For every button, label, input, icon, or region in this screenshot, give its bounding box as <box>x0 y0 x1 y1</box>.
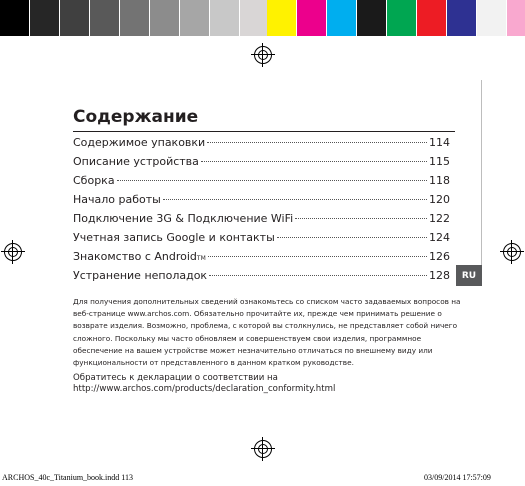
toc-entry <box>73 174 450 193</box>
color-swatch <box>150 0 180 36</box>
toc-entry-label: Содержимое упаковки <box>73 136 206 149</box>
toc-entry-label: Сборка <box>73 174 115 187</box>
color-swatch <box>0 0 30 36</box>
toc-entry-label: Начало работы <box>73 193 161 206</box>
color-swatch <box>60 0 90 36</box>
toc-page-number: 122 <box>429 212 450 225</box>
toc-leader-dots <box>163 199 427 200</box>
toc-leader-dots <box>208 256 427 257</box>
toc-page-number: 128 <box>429 269 450 282</box>
registration-mark-bottom-icon <box>251 437 275 461</box>
color-swatch <box>417 0 447 36</box>
toc-entry-label: Знакомство с Android <box>73 250 197 263</box>
margin-guide-line <box>481 80 482 265</box>
toc-page-number: 114 <box>429 136 450 149</box>
language-tab: RU <box>456 265 482 286</box>
color-swatch <box>180 0 210 36</box>
color-swatch <box>507 0 525 36</box>
toc-leader-dots <box>117 180 427 181</box>
info-paragraph: Для получения дополнительных сведений ознакомьтесь со списком часто задаваемых вопросов на веб-странице www.archos.com. Обязательно прочитайте их, прежде чем принимать решение о возврате изделия. Возможно, проблема, с которой вы столкнулись, не представляет собой ничего сложного. Поскольку мы часто обновляем и совершенствуем свои изделия, программное обеспечение на вашем устройстве может незначительно отличаться по внешнему виду или функциональности от представленного в данном кратком руководстве. <box>73 297 461 368</box>
color-swatch <box>447 0 477 36</box>
trademark-superscript: TM <box>196 255 206 262</box>
toc-entry-label: Подключение 3G & Подключение WiFi <box>73 212 294 225</box>
footer-file-slug: ARCHOS_40c_Titanium_book.indd 113 <box>2 473 133 482</box>
toc-page-number: 126 <box>429 250 450 263</box>
title-rule <box>73 131 455 132</box>
toc-entry <box>73 212 450 231</box>
toc-entry <box>73 155 450 174</box>
toc-page-number: 115 <box>429 155 450 168</box>
toc-entry-label: Устранение неполадок <box>73 269 208 282</box>
declaration-text: Обратитесь к декларации о соответствии на http://www.archos.com/products/declaration_conformity.html <box>73 373 336 394</box>
color-swatch <box>477 0 507 36</box>
toc-leader-dots <box>201 161 427 162</box>
color-swatch <box>387 0 417 36</box>
color-swatch <box>120 0 150 36</box>
toc-entry <box>73 231 450 250</box>
registration-mark-right-icon <box>500 240 524 264</box>
color-swatch <box>327 0 357 36</box>
color-swatch <box>357 0 387 36</box>
toc-entry <box>73 250 450 269</box>
toc-page-number: 118 <box>429 174 450 187</box>
toc-entry <box>73 269 450 288</box>
toc-page-number: 120 <box>429 193 450 206</box>
color-swatch <box>240 0 270 36</box>
toc-leader-dots <box>295 218 427 219</box>
color-swatch <box>297 0 327 36</box>
footer-timestamp: 03/09/2014 17:57:09 <box>424 473 491 482</box>
toc-entry-label: Описание устройства <box>73 155 199 168</box>
registration-mark-left-icon <box>1 240 25 264</box>
toc-page-number: 124 <box>429 231 450 244</box>
page-title: Содержание <box>73 107 199 127</box>
color-swatch <box>30 0 60 36</box>
table-of-contents <box>73 136 450 288</box>
grayscale-color-bar <box>0 0 299 36</box>
toc-entry-label: Учетная запись Google и контакты <box>73 231 275 244</box>
toc-leader-dots <box>209 275 427 276</box>
color-swatch <box>210 0 240 36</box>
toc-entry <box>73 193 450 212</box>
toc-leader-dots <box>207 142 427 143</box>
toc-entry <box>73 136 450 155</box>
color-swatch <box>90 0 120 36</box>
toc-leader-dots <box>277 237 427 238</box>
registration-mark-top-icon <box>251 43 275 67</box>
color-swatch <box>267 0 297 36</box>
process-color-bar <box>267 0 525 36</box>
